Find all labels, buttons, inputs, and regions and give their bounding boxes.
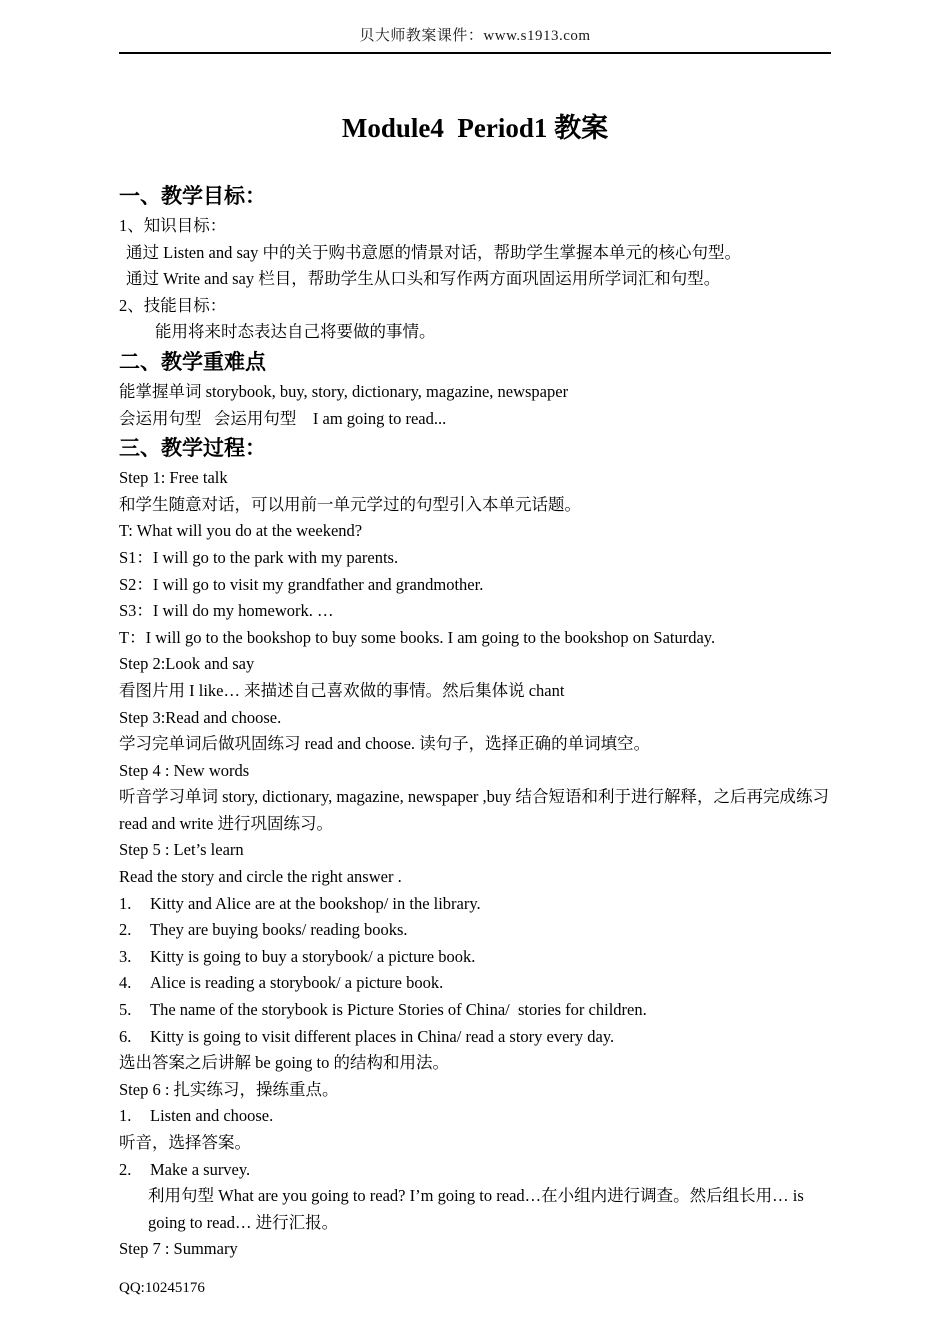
doc-body (119, 181, 835, 1263)
step5-note: 选出答案之后讲解 be going to 的结构和用法。 (119, 1053, 449, 1073)
key-points-line-1: 能掌握单词 storybook, buy, story, dictionary, magazine, newspaper (119, 381, 569, 401)
key-points-line-2: 会运用句型 会运用句型 I am going to read... (119, 408, 447, 428)
step2-desc: 看图片用 I like… 来描述自己喜欢做的事情。然后集体说 chant (119, 680, 565, 700)
item-number: 2. (119, 1159, 132, 1179)
skill-goal-line: 能用将来时态表达自己将要做的事情。 (155, 322, 436, 342)
choice-item-1 (119, 891, 835, 918)
dialog-line-teacher-1: T: What will you do at the weekend? (119, 521, 363, 541)
item-text: Make a survey. (150, 1159, 251, 1179)
dialog-line-s2: S2：I will go to visit my grandfather and grandmother. (119, 574, 484, 594)
choice-item-3 (119, 944, 835, 971)
choice-item-4 (119, 970, 835, 997)
item-number: 1. (119, 893, 132, 913)
item-text: Kitty is going to visit different places in China/ read a story every day. (150, 1026, 615, 1046)
step4-desc: 听音学习单词 story, dictionary, magazine, newspaper ,buy 结合短语和利于进行解释，之后再完成练习 read and write 进行巩固练习。 (119, 787, 834, 833)
section-heading-key-points: 二、教学重难点 (119, 350, 266, 374)
practice-item-2-note: 利用句型 What are you going to read? I’m going to read…在小组内进行调查。然后组长用… is going to read… 进行汇报。 (148, 1186, 808, 1232)
item-number: 5. (119, 1000, 132, 1020)
choice-item-2 (119, 917, 835, 944)
item-text: Listen and choose. (150, 1106, 274, 1126)
step4-title: Step 4 : New words (119, 760, 250, 780)
step3-desc: 学习完单词后做巩固练习 read and choose. 读句子，选择正确的单词填空。 (119, 734, 651, 754)
header-divider (119, 52, 831, 54)
step5-title: Step 5 : Let’s learn (119, 840, 244, 860)
step6-title: Step 6 : 扎实练习，操练重点。 (119, 1079, 339, 1099)
practice-item-2 (119, 1157, 835, 1184)
step1-title: Step 1: Free talk (119, 468, 228, 488)
step7-title: Step 7 : Summary (119, 1239, 238, 1259)
item-number: 6. (119, 1026, 132, 1046)
item-number: 2. (119, 920, 132, 940)
practice-item-1 (119, 1103, 835, 1130)
knowledge-goal-line-2: 通过 Write and say 栏目，帮助学生从口头和写作两方面巩固运用所学词汇和句型。 (126, 269, 721, 289)
dialog-line-s1: S1：I will go to the park with my parents. (119, 547, 399, 567)
knowledge-goal-line-1: 通过 Listen and say 中的关于购书意愿的情景对话，帮助学生掌握本单元的核心句型。 (126, 242, 742, 262)
site-label: 贝大师教案课件：www.s1913.com (359, 28, 591, 44)
section-heading-process: 三、教学过程： (119, 437, 266, 461)
footer-qq: QQ:10245176 (119, 1280, 205, 1296)
step2-title: Step 2:Look and say (119, 654, 255, 674)
choice-item-6 (119, 1024, 835, 1051)
step1-desc: 和学生随意对话，可以用前一单元学过的句型引入本单元话题。 (119, 494, 581, 514)
doc-title: Module4 Period1 教案 (341, 113, 609, 143)
dialog-line-teacher-2: T：I will go to the bookshop to buy some books. I am going to the bookshop on Saturday. (119, 627, 716, 647)
item-text: Alice is reading a storybook/ a picture book. (150, 973, 444, 993)
practice-item-1-note: 听音，选择答案。 (119, 1133, 251, 1152)
item-number: 3. (119, 946, 132, 966)
skill-goal-label: 2、技能目标： (119, 295, 227, 315)
knowledge-goal-label: 1、知识目标： (119, 216, 227, 235)
page-header (0, 0, 950, 54)
dialog-line-s3: S3：I will do my homework. … (119, 601, 334, 621)
item-text: The name of the storybook is Picture Stories of China/ stories for children. (150, 1000, 647, 1020)
section-heading-objectives: 一、教学目标： (119, 185, 266, 208)
item-text: Kitty and Alice are at the bookshop/ in the library. (150, 893, 481, 913)
step3-title: Step 3:Read and choose. (119, 707, 282, 727)
choice-item-5 (119, 997, 835, 1024)
item-number: 1. (119, 1106, 132, 1126)
item-text: They are buying books/ reading books. (150, 920, 408, 940)
item-number: 4. (119, 973, 132, 993)
item-text: Kitty is going to buy a storybook/ a picture book. (150, 946, 476, 966)
step5-desc: Read the story and circle the right answer . (119, 867, 402, 887)
